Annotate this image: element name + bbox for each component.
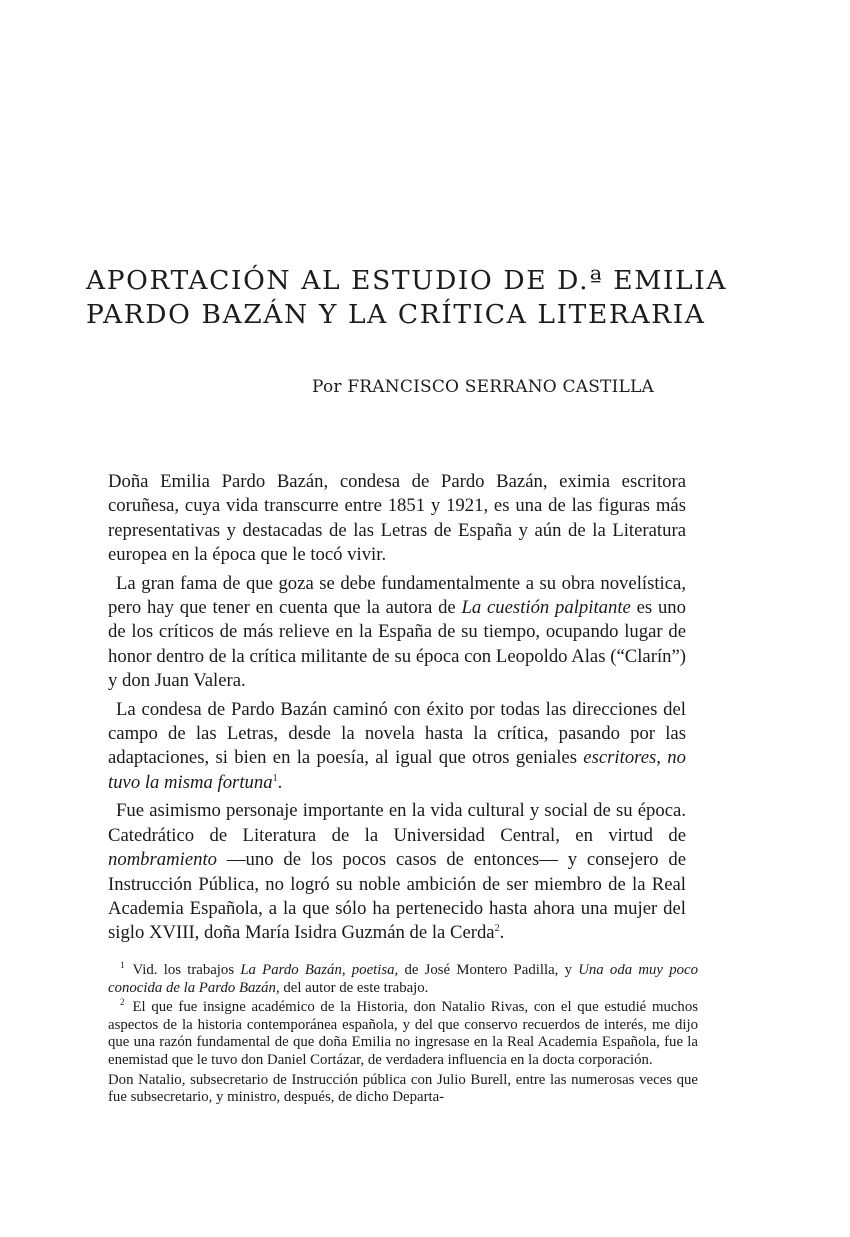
footnote-2: $^2$ El que fue insigne académico de la Historia, don Natalio Rivas, con el que estudié muchos aspectos de la historia contemporánea española, y del que conservo recuerdos de interés, me dijo que una razón fundamental de que doña Emilia no ingresase en la Real Academia Española, fue la enemistad que le tuvo don Daniel Cortázar, de verdadera influencia en la docta corporación. — [108, 997, 698, 1068]
title-line-2: PARDO BAZÁN Y LA CRÍTICA LITERARIA — [86, 299, 706, 330]
author-byline: Por FRANCISCO SERRANO CASTILLA — [312, 377, 654, 397]
footnote-2-continued: Don Natalio, subsecretario de Instrucción pública con Julio Burell, entre las numerosas veces que fue subsecretario, y ministro, después, de dicho Departa- — [108, 1071, 698, 1106]
book-title-italic: La cuestión palpitante — [461, 597, 631, 619]
footnote-ref-1: 1 — [272, 772, 278, 784]
paragraph-2: La gran fama de que goza se debe fundamentalmente a su obra novelística, pero hay que tener en cuenta que la autora de La cuestión palpitante es uno de los críticos de más relieve en la España de su tiempo, ocupando lugar de honor dentro de la crítica militante de su época con Leopoldo Alas (“Clarín”) y don Juan Valera. — [108, 572, 686, 692]
footnotes — [108, 962, 698, 1109]
footnote-1: $^1$ Vid. los trabajos La Pardo Bazán, poetisa, de José Montero Padilla, y Una oda muy poco conocida de la Pardo Bazán, del autor de este trabajo. — [108, 960, 698, 996]
footnote-number: 2 — [120, 997, 125, 1008]
article-body — [108, 470, 686, 950]
footnote-number: 1 — [120, 960, 125, 971]
paragraph-3: La condesa de Pardo Bazán caminó con éxito por todas las direcciones del campo de las Letras, desde la novela hasta la crítica, pasando por las adaptaciones, si bien en la poesía, al igual que otros geniales escritores, no tuvo la misma fortuna$^1$. — [108, 698, 686, 793]
article-title — [86, 264, 726, 332]
paragraph-1: Doña Emilia Pardo Bazán, condesa de Pardo Bazán, eximia escritora coruñesa, cuya vida transcurre entre 1851 y 1921, es una de las figuras más representativas y destacadas de las Letras de España y aún de la Literatura europea en la época que le tocó vivir. — [108, 471, 686, 566]
footnote-ref-2: 2 — [494, 923, 500, 935]
title-line-1: APORTACIÓN AL ESTUDIO DE D.ª EMILIA — [86, 265, 728, 296]
paragraph-4: Fue asimismo personaje importante en la vida cultural y social de su época. Catedrático de Literatura de la Universidad Central, en virtud de nombramiento —uno de los pocos casos de entonces— y consejero de Instrucción Pública, no logró su noble ambición de ser miembro de la Real Academia Española, a la que sólo ha pertenecido hasta ahora una mujer del siglo XVIII, doña María Isidra Guzmán de la Cerda$^2$. — [108, 800, 686, 944]
